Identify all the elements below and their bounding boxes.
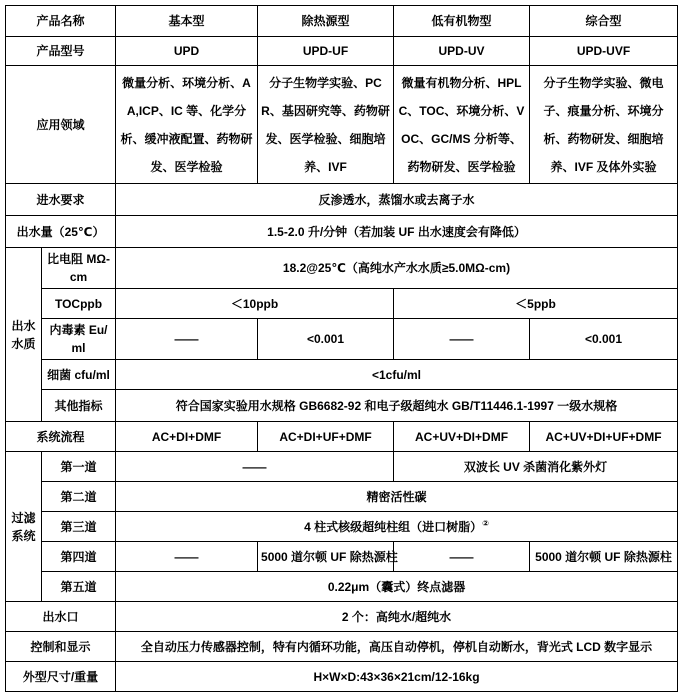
label-stage-1: 第一道 [42, 452, 116, 482]
process-pyrogen-free: AC+DI+UF+DMF [258, 422, 394, 452]
label-outlets: 出水口 [6, 602, 116, 632]
label-other-specs: 其他指标 [42, 390, 116, 422]
label-bacteria: 细菌 cfu/ml [42, 360, 116, 390]
stage-5-value: 0.22μm（囊式）终点滤器 [116, 572, 678, 602]
row-other-specs [6, 390, 678, 422]
model-upd: UPD [116, 37, 258, 66]
header-type-basic: 基本型 [116, 6, 258, 37]
label-dimensions-weight: 外型尺寸/重量 [6, 662, 116, 692]
stage-4-low-organic: —— [394, 542, 530, 572]
stage-2-value: 精密活性碳 [116, 482, 678, 512]
model-upd-uv: UPD-UV [394, 37, 530, 66]
row-product-name [6, 6, 678, 37]
row-stage-4 [6, 542, 678, 572]
row-control-display [6, 632, 678, 662]
product-spec-table [5, 5, 678, 692]
feed-water-value: 反渗透水，蒸馏水或去离子水 [116, 184, 678, 216]
resistivity-value: 18.2@25℃（高纯水产水水质≥5.0MΩ-cm) [116, 248, 678, 289]
label-control-display: 控制和显示 [6, 632, 116, 662]
label-stage-2: 第二道 [42, 482, 116, 512]
stage-4-pyrogen-free: 5000 道尔顿 UF 除热源柱 [258, 542, 394, 572]
process-comprehensive: AC+UV+DI+UF+DMF [530, 422, 678, 452]
row-dimensions-weight [6, 662, 678, 692]
bacteria-value: <1cfu/ml [116, 360, 678, 390]
row-output-rate [6, 216, 678, 248]
label-resistivity: 比电阻 MΩ-cm [42, 248, 116, 289]
row-system-process [6, 422, 678, 452]
header-type-pyrogen-free: 除热源型 [258, 6, 394, 37]
endotoxin-pyrogen-free: <0.001 [258, 319, 394, 360]
group-label-filtration-system: 过滤系统 [6, 452, 42, 602]
process-basic: AC+DI+DMF [116, 422, 258, 452]
label-endotoxin: 内毒素 Eu/ml [42, 319, 116, 360]
row-feed-water [6, 184, 678, 216]
endotoxin-comprehensive: <0.001 [530, 319, 678, 360]
label-stage-4: 第四道 [42, 542, 116, 572]
outlets-value: 2 个：高纯水/超纯水 [116, 602, 678, 632]
model-upd-uvf: UPD-UVF [530, 37, 678, 66]
endotoxin-basic: —— [116, 319, 258, 360]
application-basic: 微量分析、环境分析、AA,ICP、IC 等、化学分析、缓冲液配置、药物研发、医学检验 [116, 66, 258, 184]
row-stage-5 [6, 572, 678, 602]
control-display-value: 全自动压力传感器控制，特有内循环功能，高压自动停机，停机自动断水，背光式 LCD 数字显示 [116, 632, 678, 662]
row-stage-3 [6, 512, 678, 542]
label-feed-water: 进水要求 [6, 184, 116, 216]
row-outlets [6, 602, 678, 632]
stage-4-basic: —— [116, 542, 258, 572]
label-output-rate: 出水量（25℃） [6, 216, 116, 248]
row-stage-2 [6, 482, 678, 512]
label-stage-5: 第五道 [42, 572, 116, 602]
process-low-organic: AC+UV+DI+DMF [394, 422, 530, 452]
stage-1-left: —— [116, 452, 394, 482]
row-endotoxin [6, 319, 678, 360]
header-product-name: 产品名称 [6, 6, 116, 37]
group-label-water-quality: 出水水质 [6, 248, 42, 422]
row-bacteria [6, 360, 678, 390]
label-toc: TOCppb [42, 289, 116, 319]
label-system-process: 系统流程 [6, 422, 116, 452]
other-specs-value: 符合国家实验用水规格 GB6682-92 和电子级超纯水 GB/T11446.1-1997 一级水规格 [116, 390, 678, 422]
application-comprehensive: 分子生物学实验、微电子、痕量分析、环境分析、药物研发、细胞培养、IVF 及体外实验 [530, 66, 678, 184]
application-low-organic: 微量有机物分析、HPLC、TOC、环境分析、VOC、GC/MS 分析等、药物研发、医学检验 [394, 66, 530, 184]
label-application: 应用领域 [6, 66, 116, 184]
stage-1-right: 双波长 UV 杀菌消化紫外灯 [394, 452, 678, 482]
stage-3-value [116, 512, 678, 542]
output-rate-value: 1.5-2.0 升/分钟（若加装 UF 出水速度会有降低） [116, 216, 678, 248]
model-upd-uf: UPD-UF [258, 37, 394, 66]
row-stage-1 [6, 452, 678, 482]
toc-value-left: ＜10ppb [116, 289, 394, 319]
endotoxin-low-organic: —— [394, 319, 530, 360]
stage-3-footnote-mark: ② [482, 518, 489, 528]
row-application [6, 66, 678, 184]
stage-3-text: 4 柱式核级超纯柱组（进口树脂） [304, 519, 483, 534]
label-product-model: 产品型号 [6, 37, 116, 66]
stage-4-comprehensive: 5000 道尔顿 UF 除热源柱 [530, 542, 678, 572]
header-type-comprehensive: 综合型 [530, 6, 678, 37]
dimensions-weight-value: H×W×D:43×36×21cm/12-16kg [116, 662, 678, 692]
row-product-model [6, 37, 678, 66]
row-resistivity [6, 248, 678, 289]
toc-value-right: ＜5ppb [394, 289, 678, 319]
label-stage-3: 第三道 [42, 512, 116, 542]
application-pyrogen-free: 分子生物学实验、PCR、基因研究等、药物研发、医学检验、细胞培养、IVF [258, 66, 394, 184]
row-toc [6, 289, 678, 319]
header-type-low-organic: 低有机物型 [394, 6, 530, 37]
